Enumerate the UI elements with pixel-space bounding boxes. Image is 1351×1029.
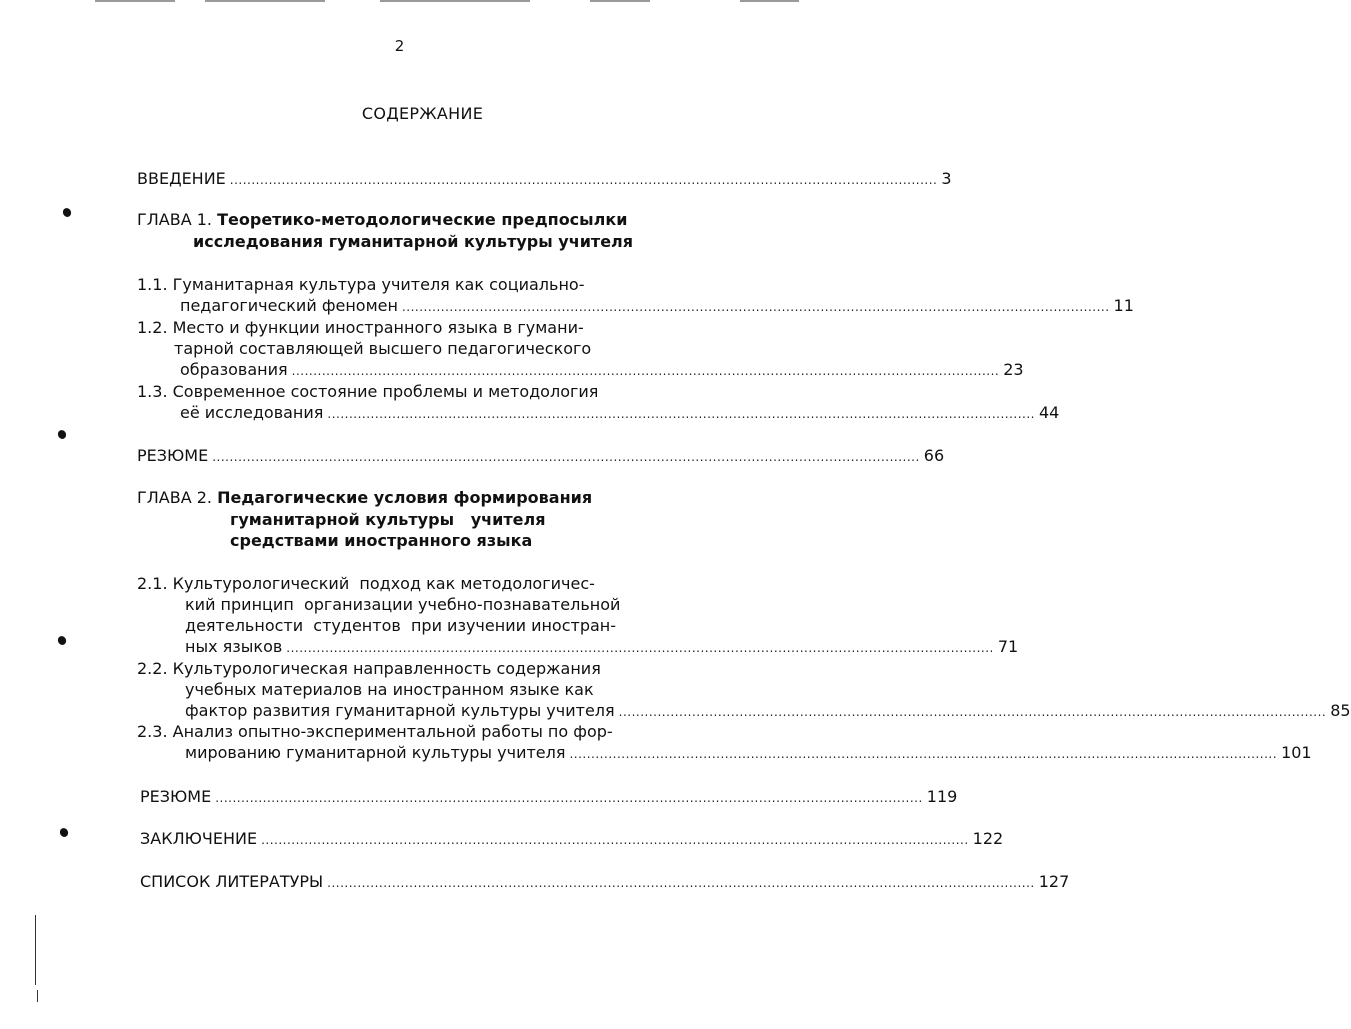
scan-artifact: [590, 0, 650, 2]
chapter2-heading: [137, 488, 592, 508]
section-title: Современное состояние проблемы и методология: [172, 382, 599, 401]
section-number: 1.3.: [137, 382, 168, 401]
dot-leader: ....................................................................................................................................................................: [569, 747, 1278, 761]
dot-leader: ....................................................................................................................................................................: [291, 364, 1000, 378]
toc-entry-2-3-line2: [185, 743, 1312, 764]
dot-leader: ....................................................................................................................................................................: [618, 705, 1327, 719]
section-title-cont: её исследования: [180, 403, 324, 422]
section-number: 2.2.: [137, 659, 168, 678]
toc-entry-2-2-line2: учебных материалов на иностранном языке как: [185, 680, 594, 699]
section-title-cont: образования: [180, 360, 288, 379]
dot-leader: ....................................................................................................................................................................: [327, 407, 1035, 421]
toc-entry-2-3: [137, 722, 613, 742]
dot-leader: ....................................................................................................................................................................: [215, 791, 923, 805]
scan-artifact: [95, 0, 175, 2]
section-number: 2.1.: [137, 574, 168, 593]
section-number: 1.1.: [137, 275, 168, 294]
binding-hole-mark: [56, 429, 67, 441]
scan-artifact: [380, 0, 530, 2]
dot-leader: ....................................................................................................................................................................: [229, 173, 938, 187]
section-title-cont: мированию гуманитарной культуры учителя: [185, 743, 566, 762]
toc-entry-conclusion: [140, 829, 1004, 850]
entry-page: 23: [1003, 360, 1024, 379]
toc-entry-2-1-line2: кий принцип организации учебно-познавательной: [185, 595, 621, 614]
entry-page: 122: [972, 829, 1004, 848]
section-title: Место и функции иностранного языка в гумани-: [172, 318, 584, 337]
entry-page: 127: [1038, 872, 1070, 891]
toc-entry-2-2: [137, 659, 601, 679]
section-title-cont: фактор развития гуманитарной культуры учителя: [185, 701, 615, 720]
entry-page: 119: [926, 787, 958, 806]
dot-leader: ....................................................................................................................................................................: [327, 876, 1035, 890]
entry-page: 3: [941, 169, 952, 188]
scan-artifact: [740, 0, 799, 2]
toc-entry-1-1-line2: [180, 296, 1134, 317]
entry-label: СПИСОК ЛИТЕРАТУРЫ: [140, 872, 324, 891]
dot-leader: ....................................................................................................................................................................: [212, 450, 920, 464]
section-title-cont: ных языков: [185, 637, 283, 656]
section-number: 1.2.: [137, 318, 168, 337]
toc-entry-summary2: [140, 787, 958, 808]
toc-entry-2-1: [137, 574, 595, 594]
scan-edge-line: [35, 915, 36, 985]
chapter-title: Теоретико-методологические предпосылки: [217, 210, 628, 229]
toc-entry-introduction: [137, 169, 952, 190]
toc-entry-1-2-line2: тарной составляющей высшего педагогического: [174, 339, 592, 358]
dot-leader: ....................................................................................................................................................................: [401, 300, 1110, 314]
entry-label: ЗАКЛЮЧЕНИЕ: [140, 829, 258, 848]
section-title: Гуманитарная культура учителя как социально-: [172, 275, 585, 294]
section-title: Анализ опытно-экспериментальной работы по фор-: [172, 722, 613, 741]
chapter-title: Педагогические условия формирования: [217, 488, 593, 507]
section-number: 2.3.: [137, 722, 168, 741]
chapter1-title-line2: исследования гуманитарной культуры учителя: [193, 232, 634, 251]
entry-page: 101: [1281, 743, 1312, 762]
entry-label: ВВЕДЕНИЕ: [137, 169, 226, 188]
toc-entry-1-3-line2: [180, 403, 1060, 424]
toc-entry-2-1-line3: деятельности студентов при изучении иностран-: [185, 616, 617, 635]
toc-entry-1-3: [137, 382, 598, 402]
binding-hole-mark: [58, 827, 69, 839]
toc-entry-1-2-line3: [180, 360, 1024, 381]
scan-edge-line: [37, 990, 38, 1002]
entry-label: РЕЗЮМЕ: [140, 787, 212, 806]
page-number: 2: [394, 37, 405, 55]
toc-entry-2-2-line3: [185, 701, 1351, 722]
toc-entry-bibliography: [140, 872, 1070, 893]
dot-leader: ....................................................................................................................................................................: [261, 833, 969, 847]
chapter2-title-line2: гуманитарной культуры учителя: [230, 510, 546, 529]
scan-artifact: [205, 0, 325, 2]
toc-entry-2-1-line4: [185, 637, 1019, 658]
toc-title: СОДЕРЖАНИЕ: [361, 104, 484, 123]
entry-label: РЕЗЮМЕ: [137, 446, 209, 465]
toc-entry-summary1: [137, 446, 945, 467]
section-title: Культурологический подход как методологичес-: [172, 574, 595, 593]
chapter2-title-line3: средствами иностранного языка: [230, 531, 533, 550]
entry-page: 66: [923, 446, 945, 465]
dot-leader: ....................................................................................................................................................................: [286, 641, 994, 655]
section-title: Культурологическая направленность содержания: [172, 659, 601, 678]
entry-page: 11: [1113, 296, 1134, 315]
entry-page: 85: [1330, 701, 1351, 720]
entry-page: 71: [997, 637, 1019, 656]
binding-hole-mark: [61, 207, 72, 219]
binding-hole-mark: [56, 635, 67, 647]
chapter1-heading: [137, 210, 627, 230]
section-title-cont: педагогический феномен: [180, 296, 398, 315]
entry-page: 44: [1038, 403, 1060, 422]
chapter-label: ГЛАВА 1.: [137, 210, 213, 229]
toc-entry-1-2: [137, 318, 584, 338]
toc-entry-1-1: [137, 275, 584, 295]
chapter-label: ГЛАВА 2.: [137, 488, 213, 507]
